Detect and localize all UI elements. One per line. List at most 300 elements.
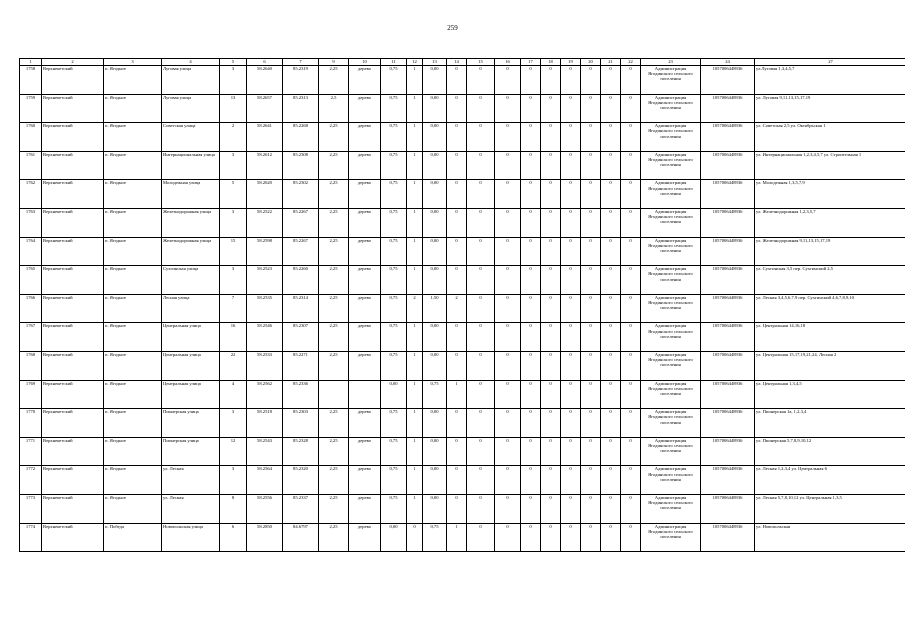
table-cell: 85.2307 <box>283 323 319 352</box>
table-cell: 0 <box>521 523 541 552</box>
table-cell: 1,50 <box>423 294 447 323</box>
table-cell: 0 <box>561 351 581 380</box>
table-cell: Верхнекетский <box>42 380 104 409</box>
table-cell: 0 <box>601 266 621 295</box>
table-cell: 0 <box>541 437 561 466</box>
table-cell: 0 <box>581 208 601 237</box>
table-cell: ул. Железнодорожная 9,11,13,15,17,19 <box>755 237 905 266</box>
table-cell: 0 <box>541 208 561 237</box>
table-cell: Верхнекетский <box>42 266 104 295</box>
table-cell: 0 <box>521 66 541 95</box>
table-cell: Центральная улица <box>162 351 220 380</box>
table-cell: ул. Новопольская <box>755 523 905 552</box>
table-cell: 16 <box>220 323 247 352</box>
table-cell: 0 <box>467 380 495 409</box>
table-cell: 0,00 <box>423 323 447 352</box>
table-cell: 58.2562 <box>247 380 283 409</box>
table-cell: п. Ягодное <box>104 409 162 438</box>
table-cell: 0 <box>561 66 581 95</box>
table-cell: Сухгинская улица <box>162 266 220 295</box>
table-cell: 0 <box>521 151 541 180</box>
column-header: 14 <box>447 59 467 66</box>
table-cell: ул. Советская 2,5 ул. Октябрьская 1 <box>755 123 905 152</box>
table-cell: Верхнекетский <box>42 123 104 152</box>
table-cell: Луговая улица <box>162 66 220 95</box>
table-cell: 0,75 <box>381 66 407 95</box>
table-cell: Лесная улица <box>162 294 220 323</box>
table-cell: 58.2598 <box>247 237 283 266</box>
table-cell: 0 <box>467 351 495 380</box>
table-cell: ул. Интернациональная 1,2,3,4,5,7 ул. Строительная 1 <box>755 151 905 180</box>
table-cell: Советская улица <box>162 123 220 152</box>
table-cell: п. Ягодное <box>104 323 162 352</box>
table-cell: ул. Лесная 1,2,3,4 ул. Центральная 6 <box>755 466 905 495</box>
table-cell: Администрация Ягодинского сельского поселения <box>641 409 701 438</box>
table-cell: 85.2319 <box>283 66 319 95</box>
table-cell: 1057006448936 <box>701 94 755 123</box>
table-cell: 0 <box>447 266 467 295</box>
table-cell: 2,5 <box>319 94 349 123</box>
table-cell: 3 <box>220 466 247 495</box>
table-cell: 0 <box>495 437 521 466</box>
table-cell: 1057006448936 <box>701 208 755 237</box>
table-cell: 0 <box>521 323 541 352</box>
table-cell: 0 <box>521 294 541 323</box>
table-cell: п. Ягодное <box>104 208 162 237</box>
table-cell: Верхнекетский <box>42 466 104 495</box>
table-cell: 0 <box>621 94 641 123</box>
table-cell: 0 <box>561 523 581 552</box>
table-cell: 0 <box>581 294 601 323</box>
table-cell: 0 <box>521 409 541 438</box>
table-cell: дерево <box>349 494 381 523</box>
table-cell: 0 <box>621 323 641 352</box>
table-cell: Верхнекетский <box>42 351 104 380</box>
table-cell: 0 <box>581 494 601 523</box>
table-row <box>20 123 905 152</box>
table-cell: 85.2303 <box>283 409 319 438</box>
table-cell: 0 <box>561 151 581 180</box>
table-cell: 2,25 <box>319 266 349 295</box>
table-cell: дерево <box>349 151 381 180</box>
table-cell: 0 <box>467 409 495 438</box>
table-cell: 0 <box>467 294 495 323</box>
table-cell: п. Ягодное <box>104 123 162 152</box>
table-cell: 0 <box>601 94 621 123</box>
table-cell: п. Ягодное <box>104 237 162 266</box>
table-cell: 2 <box>407 294 423 323</box>
table-cell: Верхнекетский <box>42 294 104 323</box>
table-cell: 0 <box>621 294 641 323</box>
table-cell: Верхнекетский <box>42 208 104 237</box>
column-header: 5 <box>220 59 247 66</box>
table-cell: дерево <box>349 237 381 266</box>
table-cell: 0 <box>541 66 561 95</box>
table-cell: 2,25 <box>319 294 349 323</box>
table-cell: 1 <box>447 380 467 409</box>
table-cell: 0 <box>541 180 561 209</box>
table-cell: 0 <box>541 351 561 380</box>
table-cell: 0 <box>581 94 601 123</box>
table-row <box>20 66 905 95</box>
table-cell: 0 <box>581 123 601 152</box>
table-cell: 0 <box>581 180 601 209</box>
table-cell: 2,25 <box>319 523 349 552</box>
table-cell: 4 <box>220 380 247 409</box>
table-cell: ул. Лесная 5,7,8,10,12 ул. Центральная 1,3,5 <box>755 494 905 523</box>
table-cell: 1765 <box>20 266 42 295</box>
table-cell: 58.2620 <box>247 180 283 209</box>
table-row <box>20 180 905 209</box>
table-cell: 1 <box>407 94 423 123</box>
table-cell: 0 <box>447 409 467 438</box>
table-cell <box>349 380 381 409</box>
table-cell: 0 <box>521 94 541 123</box>
table-cell: 0,00 <box>423 123 447 152</box>
table-cell: 0 <box>495 523 521 552</box>
column-header: 3 <box>104 59 162 66</box>
table-cell: 0 <box>601 66 621 95</box>
table-cell: 0 <box>467 494 495 523</box>
table-cell: 0,75 <box>381 123 407 152</box>
table-cell: Администрация Ягодинского сельского поселения <box>641 323 701 352</box>
table-cell: 0 <box>581 237 601 266</box>
table-cell: 0 <box>447 323 467 352</box>
table-cell: дерево <box>349 208 381 237</box>
table-cell: 0 <box>561 294 581 323</box>
table-cell: 0 <box>601 380 621 409</box>
table-cell: 58.2523 <box>247 266 283 295</box>
table-cell: 0,75 <box>381 294 407 323</box>
table-cell: 0 <box>541 94 561 123</box>
table-cell: 85.2328 <box>283 437 319 466</box>
table-cell: 58.2556 <box>247 494 283 523</box>
table-cell: 0,75 <box>381 351 407 380</box>
table-cell: 2,25 <box>319 466 349 495</box>
column-header: 20 <box>581 59 601 66</box>
table-cell: 85.2302 <box>283 180 319 209</box>
table-cell: 0 <box>601 351 621 380</box>
table-cell: дерево <box>349 466 381 495</box>
table-cell: 0 <box>621 409 641 438</box>
column-header: 1 <box>20 59 42 66</box>
table-cell: 0 <box>621 437 641 466</box>
table-cell: 0 <box>561 237 581 266</box>
table-cell: 0,00 <box>423 351 447 380</box>
table-cell: дерево <box>349 523 381 552</box>
table-cell: 0 <box>447 351 467 380</box>
table-cell: 0 <box>495 351 521 380</box>
table-cell: 0 <box>561 180 581 209</box>
table-cell: 0,00 <box>423 466 447 495</box>
table-cell: 0 <box>601 208 621 237</box>
table-row <box>20 94 905 123</box>
table-cell: 1 <box>407 466 423 495</box>
table-row <box>20 151 905 180</box>
table-cell: 85.2313 <box>283 94 319 123</box>
table-cell: ул. Пионерская 5,7,8,9,10,12 <box>755 437 905 466</box>
table-cell: 0 <box>601 494 621 523</box>
table-cell: п. Ягодное <box>104 294 162 323</box>
table-cell: 0 <box>447 237 467 266</box>
table-cell: ул. Железнодорожная 1,2,3,5,7 <box>755 208 905 237</box>
column-header: 17 <box>521 59 541 66</box>
table-cell: ул. Центральная 1,3,4,5 <box>755 380 905 409</box>
table-cell: 3 <box>220 66 247 95</box>
table-cell: 58.2640 <box>247 66 283 95</box>
table-cell: 2,25 <box>319 151 349 180</box>
table-cell: 2 <box>220 123 247 152</box>
table-cell: 0 <box>521 437 541 466</box>
table-cell: 0,75 <box>381 409 407 438</box>
table-cell: 3 <box>220 409 247 438</box>
table-cell: 0 <box>601 294 621 323</box>
table-cell: 0 <box>467 208 495 237</box>
table-cell: 0 <box>601 523 621 552</box>
table-cell: 0 <box>447 494 467 523</box>
table-cell: 1770 <box>20 409 42 438</box>
table-cell: 1764 <box>20 237 42 266</box>
table-row <box>20 294 905 323</box>
register-table <box>19 58 905 552</box>
table-cell: Центральная улица <box>162 323 220 352</box>
table-cell: дерево <box>349 437 381 466</box>
table-cell: 1 <box>407 180 423 209</box>
table-cell: 0 <box>561 466 581 495</box>
table-cell: ул. Лесная 3,4,5,6,7,9 пер. Сухгинский 4,6,7,8,9,10 <box>755 294 905 323</box>
table-cell: Луговая улица <box>162 94 220 123</box>
table-row <box>20 437 905 466</box>
table-cell: 0 <box>541 380 561 409</box>
table-cell: дерево <box>349 409 381 438</box>
table-cell: 0 <box>495 323 521 352</box>
table-cell: 0 <box>495 66 521 95</box>
table-cell: 58.2612 <box>247 151 283 180</box>
table-cell: 1 <box>407 437 423 466</box>
table-cell: 0,00 <box>423 208 447 237</box>
table-cell: 0 <box>467 94 495 123</box>
table-cell: 85.2314 <box>283 294 319 323</box>
table-cell: 0,75 <box>381 466 407 495</box>
table-cell: 1772 <box>20 466 42 495</box>
table-cell: 1 <box>407 323 423 352</box>
table-cell: Верхнекетский <box>42 494 104 523</box>
table-cell: 0 <box>407 523 423 552</box>
table-cell: 15 <box>220 237 247 266</box>
table-cell: дерево <box>349 180 381 209</box>
column-header: 21 <box>601 59 621 66</box>
table-cell: 1 <box>407 409 423 438</box>
table-cell: 0 <box>467 66 495 95</box>
table-cell: Молодежная улица <box>162 180 220 209</box>
table-cell: 0,75 <box>381 266 407 295</box>
table-cell: ул. Пионерская 1а, 1,2,3,4 <box>755 409 905 438</box>
table-cell: Администрация Ягодинского сельского поселения <box>641 380 701 409</box>
table-cell: 0 <box>467 466 495 495</box>
table-cell: 0,00 <box>423 66 447 95</box>
table-cell: 0 <box>521 380 541 409</box>
table-cell: 0,00 <box>423 409 447 438</box>
table-cell: 0 <box>447 180 467 209</box>
table-cell: 0,00 <box>423 266 447 295</box>
column-header: 15 <box>467 59 495 66</box>
table-cell: 0,75 <box>423 380 447 409</box>
table-cell: 1766 <box>20 294 42 323</box>
table-cell: 0 <box>447 66 467 95</box>
table-cell: 1 <box>407 151 423 180</box>
table-cell: 0 <box>621 351 641 380</box>
table-cell: 0 <box>601 123 621 152</box>
table-cell: Администрация Ягодинского сельского поселения <box>641 208 701 237</box>
table-cell: 0 <box>541 523 561 552</box>
table-cell: Администрация Ягодинского сельского поселения <box>641 351 701 380</box>
table-cell: 0,00 <box>423 151 447 180</box>
table-cell: Администрация Ягодинского сельского поселения <box>641 437 701 466</box>
table-cell: 1 <box>407 266 423 295</box>
table-row <box>20 380 905 409</box>
table-cell: 2,25 <box>319 180 349 209</box>
table-cell: 1 <box>447 523 467 552</box>
table-cell: 2,25 <box>319 494 349 523</box>
table-cell: 0,00 <box>423 494 447 523</box>
table-cell: 0 <box>521 466 541 495</box>
table-cell: 0,75 <box>423 523 447 552</box>
table-cell: 1773 <box>20 494 42 523</box>
table-cell: 3 <box>220 151 247 180</box>
table-cell: 0 <box>541 466 561 495</box>
table-cell: 8 <box>220 494 247 523</box>
table-cell: 1769 <box>20 380 42 409</box>
table-cell: 2,25 <box>319 237 349 266</box>
table-cell: 58.2543 <box>247 437 283 466</box>
table-cell: 0 <box>581 409 601 438</box>
table-cell: 1057006448936 <box>701 494 755 523</box>
table-cell: 0 <box>447 466 467 495</box>
table-cell: ул. Центральная 15,17,19,21,24, Лесная 2 <box>755 351 905 380</box>
table-cell: Пионерская улица <box>162 409 220 438</box>
table-cell: 0 <box>467 323 495 352</box>
table-cell: Железнодорожная улица <box>162 208 220 237</box>
table-cell: 12 <box>220 437 247 466</box>
table-cell: 0 <box>621 237 641 266</box>
header-row <box>20 59 905 66</box>
table-cell: п. Ягодное <box>104 494 162 523</box>
table-cell: дерево <box>349 123 381 152</box>
table-cell: дерево <box>349 94 381 123</box>
table-cell: 1 <box>407 123 423 152</box>
table-cell: 1057006448936 <box>701 437 755 466</box>
table-cell: 2,25 <box>319 409 349 438</box>
table-cell: 1057006448936 <box>701 151 755 180</box>
table-cell: 2 <box>447 294 467 323</box>
table-cell: 0 <box>447 437 467 466</box>
table-cell: 0 <box>561 266 581 295</box>
table-cell: п. Ягодное <box>104 94 162 123</box>
column-header: 16 <box>495 59 521 66</box>
table-cell: 85.2260 <box>283 266 319 295</box>
table-cell: 1057006448936 <box>701 323 755 352</box>
table-cell: 0 <box>521 180 541 209</box>
table-cell: 0 <box>521 123 541 152</box>
table-cell: 1057006448936 <box>701 237 755 266</box>
table-cell: 1 <box>407 237 423 266</box>
column-header: 10 <box>349 59 381 66</box>
table-cell: 0 <box>581 437 601 466</box>
column-header: 7 <box>283 59 319 66</box>
table-cell: п. Ягодное <box>104 151 162 180</box>
table-row <box>20 266 905 295</box>
table-cell: 0,00 <box>423 180 447 209</box>
table-cell: 1 <box>407 208 423 237</box>
table-cell: 0,00 <box>423 94 447 123</box>
table-cell: 2,25 <box>319 66 349 95</box>
table-cell: 58.2546 <box>247 323 283 352</box>
table-cell: 0 <box>621 151 641 180</box>
column-header: 18 <box>541 59 561 66</box>
table-cell: 58.2535 <box>247 294 283 323</box>
table-cell: 58.2533 <box>247 351 283 380</box>
table-cell: 84.6797 <box>283 523 319 552</box>
table-cell: 0 <box>541 323 561 352</box>
table-cell: 1768 <box>20 351 42 380</box>
table-cell: Администрация Ягодинского сельского поселения <box>641 494 701 523</box>
table-cell: 58.2641 <box>247 123 283 152</box>
column-header: 23 <box>641 59 701 66</box>
table-cell: 0 <box>561 494 581 523</box>
table-cell: 85.2268 <box>283 123 319 152</box>
table-cell: 0 <box>601 409 621 438</box>
table-row <box>20 323 905 352</box>
table-cell: 0 <box>561 208 581 237</box>
table-cell: 0,75 <box>381 494 407 523</box>
table-cell: Верхнекетский <box>42 437 104 466</box>
table-row <box>20 409 905 438</box>
table-cell: Администрация Ягодинского сельского поселения <box>641 123 701 152</box>
table-cell: 0 <box>495 294 521 323</box>
table-cell: Верхнекетский <box>42 66 104 95</box>
table-cell: 0 <box>521 208 541 237</box>
table-cell: 0 <box>541 123 561 152</box>
table-cell: 0 <box>495 208 521 237</box>
table-cell: 1758 <box>20 66 42 95</box>
table-cell: 0 <box>467 180 495 209</box>
table-cell: 0 <box>621 380 641 409</box>
table-cell: 1 <box>407 380 423 409</box>
table-cell: 1057006448936 <box>701 409 755 438</box>
table-cell: 1767 <box>20 323 42 352</box>
table-cell: Верхнекетский <box>42 409 104 438</box>
table-cell: 1 <box>407 494 423 523</box>
table-cell: 58.2657 <box>247 94 283 123</box>
table-cell: 0 <box>495 151 521 180</box>
table-cell: ул. Лесная <box>162 494 220 523</box>
table-cell: 0,00 <box>381 523 407 552</box>
table-cell: 0,75 <box>381 208 407 237</box>
table-cell: 1057006448936 <box>701 123 755 152</box>
table-cell: 0 <box>541 237 561 266</box>
table-cell: 1761 <box>20 151 42 180</box>
table-cell: 2,25 <box>319 323 349 352</box>
column-header: 9 <box>319 59 349 66</box>
table-cell: 0 <box>447 94 467 123</box>
table-cell: 0 <box>581 323 601 352</box>
table-cell: 0 <box>561 123 581 152</box>
table-cell: дерево <box>349 66 381 95</box>
table-cell: 0 <box>581 466 601 495</box>
table-cell: 5 <box>220 180 247 209</box>
table-cell: 0 <box>495 237 521 266</box>
column-header: 4 <box>162 59 220 66</box>
